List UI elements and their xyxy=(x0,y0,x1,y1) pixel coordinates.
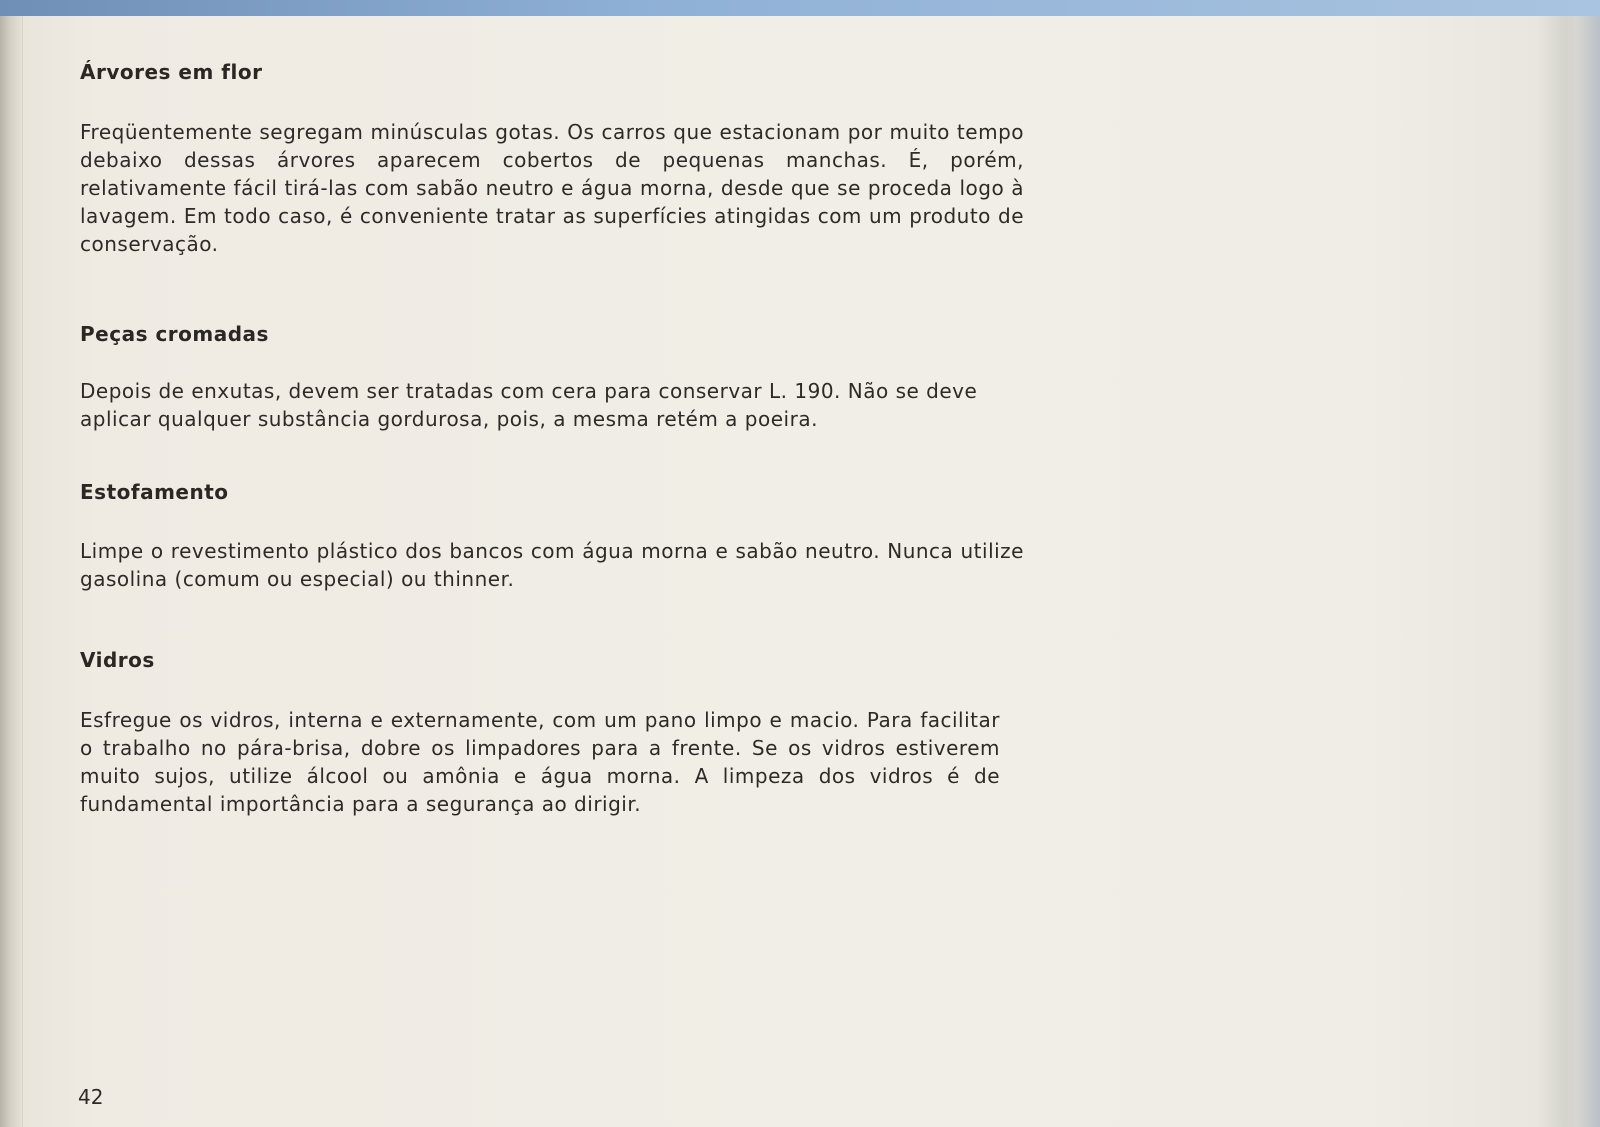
section-text-pecas-cromadas: Depois de enxutas, devem ser tratadas com cera para conservar L. 190. Não se deve aplicar qualquer substância gordurosa, pois, a mesma retém a poeira. xyxy=(80,379,978,431)
section-text-vidros: Esfregue os vidros, interna e externamente, com um pano limpo e macio. Para facilitar o trabalho no pára-brisa, dobre os limpadores para a frente. Se os vidros estiverem muito sujos, utilize álcool ou amônia e água morna. A limpeza dos vidros é de fundamental importância para a segurança ao dirigir. xyxy=(80,708,1000,816)
page-number: 42 xyxy=(78,1085,104,1109)
section-text-estofamento: Limpe o revestimento plástico dos bancos com água morna e sabão neutro. Nunca utilize gasolina (comum ou especial) ou thinner. xyxy=(80,539,1024,591)
section-heading-arvores-em-flor: Árvores em flor xyxy=(80,60,263,84)
section-heading-pecas-cromadas: Peças cromadas xyxy=(80,322,269,346)
section-heading-vidros: Vidros xyxy=(80,648,155,672)
section-text-arvores-em-flor: Freqüentemente segregam minúsculas gotas. Os carros que estacionam por muito tempo debaixo dessas árvores aparecem cobertos de pequenas manchas. É, porém, relativamente fácil tirá-las com sabão neutro e água morna, desde que se proceda logo à lavagem. Em todo caso, é conveniente tratar as superfícies atingidas com um produto de conservação. xyxy=(80,120,1024,256)
section-heading-estofamento: Estofamento xyxy=(80,480,229,504)
